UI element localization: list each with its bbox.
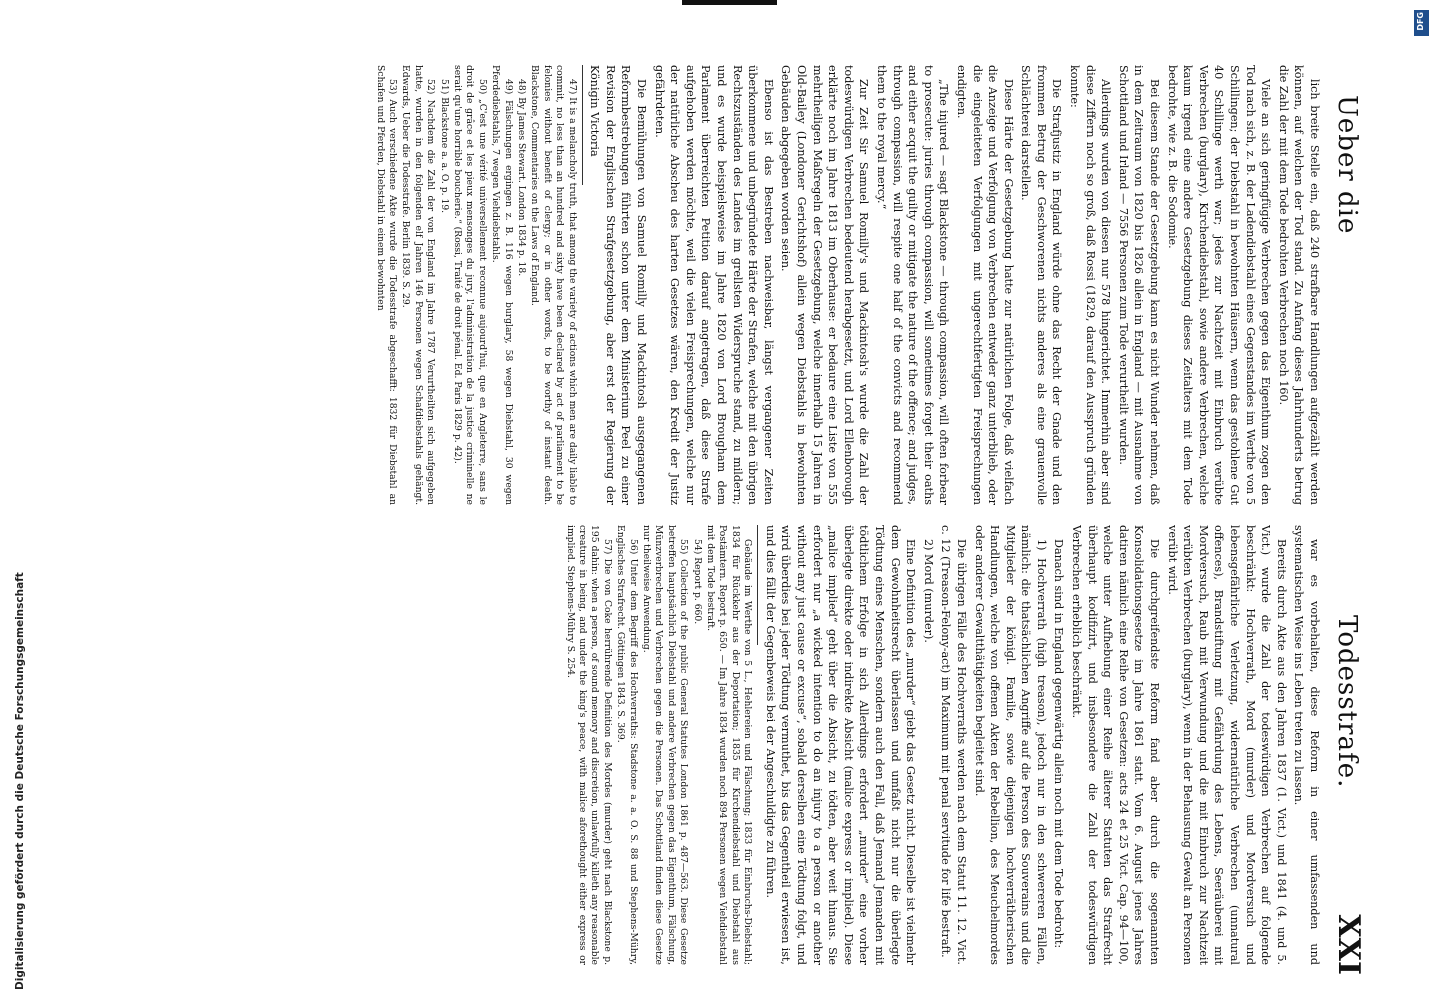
scan-edge-mark	[682, 0, 777, 5]
paragraph: Bereits durch Akte aus den Jahren 1837 (1. Vict.) und 1841 (4. und 5. Vict.) wurde die Zahl der todeswürdigen Verbrechen auf folgende beschränkt: Hochverrath, Mord (murder) und Mordversuch und lebensgefährliche Verletzung, widernatürliche Verbrechen (unnatural offences), Brandstiftung mit Gefährdung des Lebens, Seeräuberei mit Mordversuch, Raub mit Verwundung und die mit Einbruch zur Nachtzeit verübten Verbrechen (burglary), wenn in der Behausung Gewalt an Personen verübt wird.	[1165, 525, 1288, 965]
running-header	[1326, 55, 1366, 975]
footnote: 47) It is a melancholy truth, that among the variety of actions which men are daily liable to commit, no less than an hundred and sixty have been declared by act of parliament to be felonies without benefit of clergy; or in other words, to be worthy of instant death. Blackstone, Commentaries on the Laws of England.	[529, 65, 578, 505]
footnote: 55) Collection of the public General Statutes London 1861 p. 487—563. Diese Gesetze betreffen hauptsächlich Diebstahl und andere Verbrechen gegen das Eigenthum, Fälschung, Münzverbrechen und Verbrechen gegen die Personen. Das Schottland finden diese Gesetze nur theilweise Anwendung.	[640, 525, 690, 965]
footnote: 51) Blackstone a. a. O. p. 19.	[438, 79, 450, 214]
paragraph: 2) Mord (murder).	[921, 539, 935, 643]
footnote: 53) Auch verschiedene Akte wurde die Todesstrafe abgeschafft: 1832 für Diebstahl an Schafen und Pferden, Diebstahl in einem bewohnten	[374, 65, 398, 505]
paragraph: „The injured — sagt Blackstone — through compassion, will often forbear to prosecute: juries through compassion, will sometimes forget their oaths and either acquit the guilty or mitigate the nature of the offence; and judges, through compassion, will respite one half of the convicts and recommend them to the royal mercy.“	[874, 65, 951, 505]
running-head-right: Todesstrafe.	[1332, 615, 1362, 789]
footnote-rule	[582, 65, 583, 185]
paragraph: Allerdings wurden von diesen nur 578 hingerichtet. Immerhin aber sind diese Ziffern noch so groß, daß Rossi (1829, darauf den Ausspruch gründen konnte:	[1068, 65, 1113, 505]
paragraph: Eine Definition des „murder“ giebt das Gesetz nicht. Dieselbe ist vielmehr dem Gewohnheitsrecht überlassen und umfaßt nicht nur die überlegte Tödtung eines Menschen, sondern auch den Fall, daß Jemand Jemanden mit tödtlichem Erfolge in sich Allerdings erfordert „murder“ eine vorher überlegte direkte oder indirekte Absicht (malice express or implied). Diese „malice implied“ geht über die Absicht, zu tödten, aber weit hinaus. Sie erfordert nur „a wicked intention to do an injury to a person or another without any just cause or excuse“, sobald derselben eine Tödtung folgt, und wird überdies bei jeder Tödtung vermuthet, bis das Gegentheil erwiesen ist, und dies fällt der Gegenbeweis bei der Angeschuldigte zu führen.	[763, 525, 918, 965]
footnote: 52) Nachdem die Zahl der von England im Jahre 1787 Verurtheilten sich aufgegeben hatte, wurden in den folgenden elf Jahren 146 Personen wegen Schafdiebstahls gehängt. Edwards, Ueber die Todesstrafe. Berlin 1839. S. 29.	[400, 65, 437, 505]
footnote-rule	[757, 525, 758, 645]
paragraph: lich breite Stelle ein, daß 240 strafbare Handlungen aufgezählt werden können, auf welchen der Tod stand. Zu Anfang dieses Jahrhunderts betrug die Zahl der mit dem Tode bedrohten Verbrechen noch 160.	[1276, 65, 1321, 505]
paragraph: Die übrigen Fälle des Hochverraths werden nach dem Statut 11. 12. Vict. c. 12 (Treason-Felony-act) im Maximum mit penal servitude for life bestraft.	[939, 525, 968, 965]
paragraph: war es vorbehalten, diese Reform in einer umfassenden und systematischen Weise ins Leben treten zu lassen.	[1292, 525, 1321, 965]
page-number: XXI	[1331, 914, 1366, 975]
footnote: 50) „C'est une vérité universellement reconnue aujourd'hui, que en Angleterre, sans le droit de grâce et les pieux mensonges du jury, l'administration de la justice criminelle ne serait qu'une horrible boucherie.“ (Rossi, Traité de droit pénal. Ed. Paris 1829 p. 42).	[452, 65, 488, 505]
paragraph: Ebenso ist das Bestreben nachweisbar, längst vergangener Zeiten überkommene und unbegründete Härte der Strafen, welche mit den übrigen Rechtszuständen des Landes im grellsten Widerspruche stand, zu mildern; und es wurde beispielsweise im Jahre 1820 von Lord Brougham dem Parlament überreichten Petition darauf angetragen, daß diese Strafe aufgehoben werden möchte, weil die vielen Freisprechungen, welche nur der natürliche Abscheu des harten Gesetzes wären, den Kredit der Justiz gefährdeten.	[652, 65, 775, 505]
digitization-watermark	[0, 0, 28, 1000]
rotated-page-content	[50, 55, 1372, 975]
paragraph: 1) Hochverrath (high treason), jedoch nur in den schwereren Fällen, nämlich: die thatsächlichen Angriffe auf die Person des Souverains und die Mitglieder der königl. Familie, sowie diejenigen hochverrätherischen Handlungen, welche von offenen Akten der Rebellion, des Meuchelmordes oder anderer Gewaltthätigkeiten begleitet sind.	[972, 525, 1048, 965]
paragraph: Diese Härte der Gesetzgebung hatte zur natürlichen Folge, daß vielfach die Anzeige und Verfolgung von Verbrechen entweder ganz unterblieb, oder die eingeleiteten Verfolgungen mit ungerechtfertigten Freisprechungen endigten.	[954, 65, 1015, 505]
paragraph: Danach sind in England gegenwärtig allein noch mit dem Tode bedroht:	[1052, 539, 1066, 949]
footnote: Gebäude im Werthe von 5 L., Hehlereien und Fälschung; 1833 für Einbruchs-Diebstahl; 1834 für Rückkehr aus der Deportation; 1835 für Kirchendiebstahl und Diebstahl aus Postämtern. Report p. 650. — Im Jahre 1834 wurden noch 894 Personen wegen Viehdiebstahl mit dem Tode bestraft.	[705, 525, 754, 965]
dfg-logo-text: DFG	[1416, 12, 1425, 31]
watermark-text: Digitalisierung gefördert durch die Deutsche Forschungsgemeinschaft	[14, 572, 26, 990]
left-text-column	[60, 65, 1322, 505]
paragraph: Viele an sich geringfügige Verbrechen gegen das Eigenthum zogen den Tod nach sich, z. B. der Ladendiebstahl eines Gegenstandes im Werthe von 5 Schillingen; der Diebstahl in bewohnten Häusern, wenn das gestohlene Gut 40 Schillinge werth war; jedes zur Nachtzeit mit Einbruch verübte Verbrechen (burglary), Kirchendiebstahl, sowie andere Verbrechen, welche kaum irgend eine andere Gesetzgebung dieses Zeitalters mit dem Tode bedrohte, wie z. B. die Sodomie.	[1165, 65, 1273, 505]
paragraph: Die durchgreifendste Reform fand aber durch die sogenannten Konsolidationsgesetze im Jahre 1861 statt. Vom 6. August jenes Jahres datiren nämlich eine Reihe von Gesetzen: acts 24 et 25 Vict. Cap. 94—100, welche unter Aufhebung einer Reihe älterer Statuten das Strafrecht überhaupt kodifizirt, und insbesondere die Zahl der todeswürdigen Verbrechen erheblich beschränkt.	[1070, 525, 1162, 965]
running-head-left: Ueber die	[1332, 95, 1362, 235]
dfg-logo	[1414, 10, 1429, 36]
footnote: 48) By James Stewart. London 1834 p. 18.	[516, 79, 528, 277]
paragraph: Bei diesem Stande der Gesetzgebung kann es nicht Wunder nehmen, daß in dem Zeitraum von 1820 bis 1826 allein in England — mit Ausnahme von Schottland und Irland — 7556 Personen zum Tode verurtheilt wurden.	[1116, 65, 1162, 505]
paragraph: Die Strafjustiz in England würde ohne das Recht der Gnade und den frommen Betrug der Geschworenen nichts anderes als eine grauenvolle Schlächterei darstellen.	[1019, 65, 1064, 505]
footnote: 49) Fälschungen ergingen z. B. 116 wegen burglary, 58 wegen Diebstahl, 30 wegen Pferdediebstahls, 7 wegen Viehdiebstahls.	[490, 65, 514, 505]
paragraph: Die Bemühungen von Samuel Romilly und Mackintosh ausgegangenen Reformbestrebungen führten schon unter dem Ministerium Peel zu einer Revision der Englischen Strafgesetzgebung, aber erst der Regierung der Königin Victoria	[588, 65, 649, 505]
footnote: 56) Unter dem Begriff des Hochverraths: Stadstone a. a. O. S. 88 und Stephens-Mühry, Englisches Strafrecht. Göttingen 1843. S. 369.	[615, 525, 639, 965]
footnote: 57) Die von Coke herrührende Definition des Mordes (murder) geht nach Blackstone p. 195 dahin: when a person, of sound memory and discretion, unlawfully killeth any reasonable creature in being, and under the king's peace, with malice aforethought either express or implied. Stephens-Mühry S. 254.	[564, 525, 613, 965]
paragraph: Zur Zeit Sir Samuel Romilly's und Mackintosh's wurde die Zahl der todeswürdigen Verbrechen bedeutend herabgesetzt, und Lord Ellenborough erklärte noch im Jahre 1813 im Oberhause: er bedaure eine Liste von 555 mehrtheiligen Maßregeln der Gesetzgebung, welche innerhalb 15 Jahren in Old-Bailey (Londoner Gerichtshof) allein wegen Diebstahls in bewohnten Gebäuden abgegeben worden seien.	[779, 65, 871, 505]
right-text-column	[60, 525, 1322, 965]
footnote: 54) Report p. 660.	[691, 539, 703, 625]
